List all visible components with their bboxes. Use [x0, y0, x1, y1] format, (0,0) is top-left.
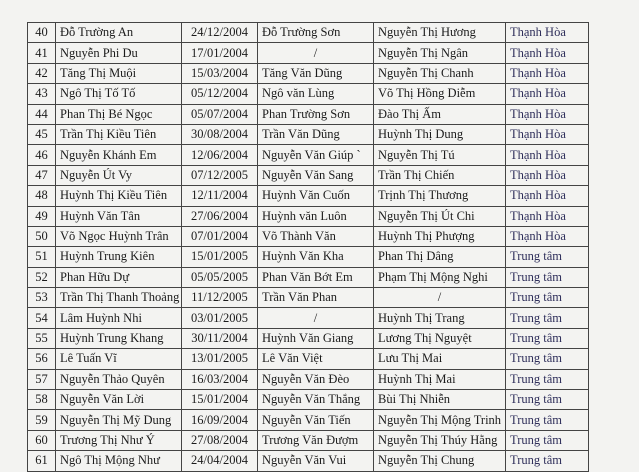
father-name: Huỳnh văn Luôn	[258, 206, 374, 226]
table-row	[28, 288, 589, 308]
father-name: Nguyễn Văn Tiến	[258, 410, 374, 430]
area-name: Trung tâm	[506, 349, 589, 369]
birth-date: 15/01/2005	[182, 247, 258, 267]
birth-date: 24/04/2004	[182, 451, 258, 471]
row-number: 53	[28, 288, 56, 308]
father-name: Võ Thành Văn	[258, 226, 374, 246]
mother-name: Huỳnh Thị Phượng	[374, 226, 506, 246]
area-name: Trung tâm	[506, 410, 589, 430]
mother-name: Lương Thị Nguyệt	[374, 328, 506, 348]
mother-name: Nguyễn Thị Mộng Trinh	[374, 410, 506, 430]
row-number: 46	[28, 145, 56, 165]
birth-date: 11/12/2005	[182, 288, 258, 308]
area-name: Trung tâm	[506, 430, 589, 450]
table-row	[28, 369, 589, 389]
student-name: Nguyễn Phi Du	[56, 43, 182, 63]
student-name: Ngô Thị Mộng Như	[56, 451, 182, 471]
father-name: Phan Văn Bớt Em	[258, 267, 374, 287]
row-number: 54	[28, 308, 56, 328]
birth-date: 15/03/2004	[182, 63, 258, 83]
row-number: 56	[28, 349, 56, 369]
birth-date: 03/01/2005	[182, 308, 258, 328]
table-row	[28, 390, 589, 410]
area-name: Thạnh Hòa	[506, 145, 589, 165]
table-row	[28, 23, 589, 43]
birth-date: 15/01/2004	[182, 390, 258, 410]
row-number: 52	[28, 267, 56, 287]
student-name: Lâm Huỳnh Nhi	[56, 308, 182, 328]
father-name: Phan Trường Sơn	[258, 104, 374, 124]
table-row	[28, 186, 589, 206]
birth-date: 27/08/2004	[182, 430, 258, 450]
student-name: Nguyễn Văn Lời	[56, 390, 182, 410]
table-row	[28, 267, 589, 287]
area-name: Thạnh Hòa	[506, 124, 589, 144]
row-number: 48	[28, 186, 56, 206]
father-name: Huỳnh Văn Kha	[258, 247, 374, 267]
student-name: Huỳnh Trung Khang	[56, 328, 182, 348]
table-row	[28, 206, 589, 226]
area-name: Trung tâm	[506, 369, 589, 389]
table-row	[28, 104, 589, 124]
table-row	[28, 430, 589, 450]
student-name: Lê Tuấn Vĩ	[56, 349, 182, 369]
father-name: Nguyễn Văn Đèo	[258, 369, 374, 389]
father-name: Huỳnh Văn Cuốn	[258, 186, 374, 206]
mother-name: Nguyễn Thị Hương	[374, 23, 506, 43]
father-name: Nguyễn Văn Sang	[258, 165, 374, 185]
father-name: Huỳnh Văn Giang	[258, 328, 374, 348]
area-name: Thạnh Hòa	[506, 104, 589, 124]
row-number: 49	[28, 206, 56, 226]
birth-date: 30/11/2004	[182, 328, 258, 348]
student-name: Ngô Thị Tố Tố	[56, 84, 182, 104]
roster-body	[28, 23, 589, 472]
area-name: Thạnh Hòa	[506, 84, 589, 104]
table-row	[28, 328, 589, 348]
student-roster-table	[27, 22, 589, 472]
mother-name: Huỳnh Thị Mai	[374, 369, 506, 389]
father-name: Trương Văn Đượm	[258, 430, 374, 450]
row-number: 41	[28, 43, 56, 63]
student-name: Nguyễn Thị Mỹ Dung	[56, 410, 182, 430]
birth-date: 12/11/2004	[182, 186, 258, 206]
table-row	[28, 349, 589, 369]
row-number: 60	[28, 430, 56, 450]
birth-date: 27/06/2004	[182, 206, 258, 226]
student-name: Trần Thị Thanh Thoảng	[56, 288, 182, 308]
mother-name: Nguyễn Thị Út Chi	[374, 206, 506, 226]
table-row	[28, 410, 589, 430]
table-row	[28, 63, 589, 83]
mother-name: Huỳnh Thị Dung	[374, 124, 506, 144]
student-name: Tăng Thị Muội	[56, 63, 182, 83]
birth-date: 05/07/2004	[182, 104, 258, 124]
student-name: Huỳnh Thị Kiều Tiên	[56, 186, 182, 206]
father-name: Nguyễn Văn Giúp `	[258, 145, 374, 165]
area-name: Trung tâm	[506, 267, 589, 287]
row-number: 42	[28, 63, 56, 83]
mother-name: Nguyễn Thị Thúy Hằng	[374, 430, 506, 450]
area-name: Trung tâm	[506, 288, 589, 308]
mother-name: Trịnh Thị Thương	[374, 186, 506, 206]
table-row	[28, 226, 589, 246]
student-name: Võ Ngọc Huỳnh Trân	[56, 226, 182, 246]
father-name: Trần Văn Phan	[258, 288, 374, 308]
table-row	[28, 43, 589, 63]
student-name: Trần Thị Kiều Tiên	[56, 124, 182, 144]
birth-date: 07/01/2004	[182, 226, 258, 246]
student-name: Huỳnh Văn Tân	[56, 206, 182, 226]
father-name: Trần Văn Dũng	[258, 124, 374, 144]
table-row	[28, 124, 589, 144]
area-name: Trung tâm	[506, 390, 589, 410]
birth-date: 07/12/2005	[182, 165, 258, 185]
row-number: 44	[28, 104, 56, 124]
birth-date: 30/08/2004	[182, 124, 258, 144]
father-name: Nguyễn Văn Thắng	[258, 390, 374, 410]
father-name: Đỗ Trường Sơn	[258, 23, 374, 43]
student-name: Nguyễn Khánh Em	[56, 145, 182, 165]
birth-date: 13/01/2005	[182, 349, 258, 369]
area-name: Trung tâm	[506, 451, 589, 471]
table-row	[28, 308, 589, 328]
area-name: Trung tâm	[506, 308, 589, 328]
area-name: Trung tâm	[506, 328, 589, 348]
student-name: Nguyễn Út Vy	[56, 165, 182, 185]
mother-name: Phan Thị Dâng	[374, 247, 506, 267]
student-name: Nguyễn Thảo Quyên	[56, 369, 182, 389]
table-row	[28, 165, 589, 185]
father-name: Lê Văn Việt	[258, 349, 374, 369]
row-number: 58	[28, 390, 56, 410]
area-name: Thạnh Hòa	[506, 165, 589, 185]
table-row	[28, 451, 589, 471]
area-name: Thạnh Hòa	[506, 226, 589, 246]
student-name: Huỳnh Trung Kiên	[56, 247, 182, 267]
row-number: 55	[28, 328, 56, 348]
student-name: Phan Thị Bé Ngọc	[56, 104, 182, 124]
mother-name: Nguyễn Thị Chanh	[374, 63, 506, 83]
area-name: Thạnh Hòa	[506, 43, 589, 63]
father-name: /	[258, 43, 374, 63]
area-name: Thạnh Hòa	[506, 186, 589, 206]
birth-date: 05/12/2004	[182, 84, 258, 104]
student-name: Phan Hữu Dự	[56, 267, 182, 287]
birth-date: 05/05/2005	[182, 267, 258, 287]
mother-name: Trần Thị Chiến	[374, 165, 506, 185]
birth-date: 16/09/2004	[182, 410, 258, 430]
mother-name: Bùi Thị Nhiễn	[374, 390, 506, 410]
area-name: Thạnh Hòa	[506, 206, 589, 226]
mother-name: Võ Thị Hồng Diễm	[374, 84, 506, 104]
row-number: 43	[28, 84, 56, 104]
mother-name: Nguyễn Thị Ngân	[374, 43, 506, 63]
birth-date: 16/03/2004	[182, 369, 258, 389]
row-number: 61	[28, 451, 56, 471]
birth-date: 12/06/2004	[182, 145, 258, 165]
area-name: Thạnh Hòa	[506, 23, 589, 43]
row-number: 51	[28, 247, 56, 267]
row-number: 47	[28, 165, 56, 185]
father-name: Ngô văn Lùng	[258, 84, 374, 104]
father-name: Tăng Văn Dũng	[258, 63, 374, 83]
birth-date: 17/01/2004	[182, 43, 258, 63]
birth-date: 24/12/2004	[182, 23, 258, 43]
mother-name: Nguyễn Thị Tú	[374, 145, 506, 165]
mother-name: Đào Thị Ấm	[374, 104, 506, 124]
area-name: Trung tâm	[506, 247, 589, 267]
mother-name: /	[374, 288, 506, 308]
row-number: 50	[28, 226, 56, 246]
student-name: Đỗ Trường An	[56, 23, 182, 43]
area-name: Thạnh Hòa	[506, 63, 589, 83]
mother-name: Nguyễn Thị Chung	[374, 451, 506, 471]
row-number: 40	[28, 23, 56, 43]
mother-name: Huỳnh Thị Trang	[374, 308, 506, 328]
father-name: /	[258, 308, 374, 328]
row-number: 57	[28, 369, 56, 389]
row-number: 45	[28, 124, 56, 144]
mother-name: Lưu Thị Mai	[374, 349, 506, 369]
father-name: Nguyễn Văn Vui	[258, 451, 374, 471]
mother-name: Phạm Thị Mộng Nghi	[374, 267, 506, 287]
table-row	[28, 84, 589, 104]
table-row	[28, 247, 589, 267]
student-name: Trương Thị Như Ý	[56, 430, 182, 450]
row-number: 59	[28, 410, 56, 430]
table-row	[28, 145, 589, 165]
